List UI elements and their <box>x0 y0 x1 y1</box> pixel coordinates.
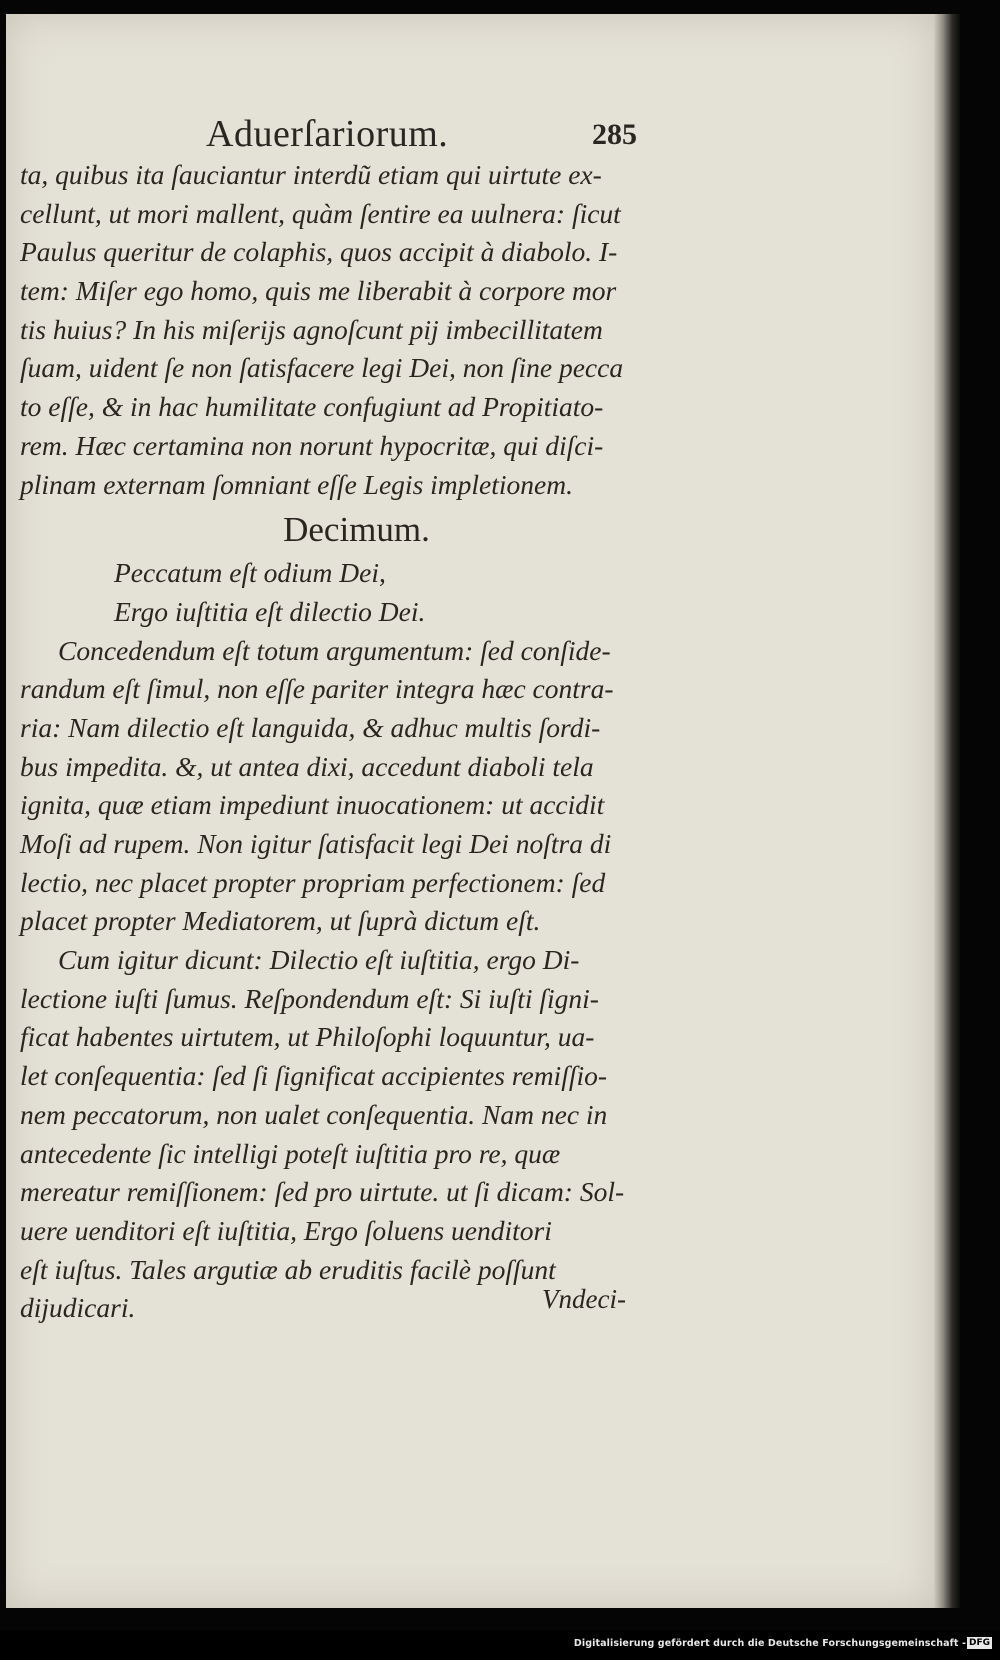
running-title: Aduerſariorum. <box>206 113 449 155</box>
text-line: rem. Hæc certamina non norunt hypocritæ, qui diſci- <box>20 429 604 461</box>
main-text <box>20 156 685 1328</box>
text-line: ta, quibus ita ſauciantur interdũ etiam qui uirtute ex- <box>20 159 602 190</box>
section-heading: Decimum. <box>283 510 430 550</box>
text-line: tem: Miſer ego homo, quis me liberabit à corpore mor <box>20 275 617 307</box>
text-line: ignita, quæ etiam impediunt inuocationem: ut accidit <box>20 789 605 821</box>
text-line: Cum igitur dicunt: Dilectio eſt iuſtitia, ergo Di- <box>58 944 580 976</box>
text-line: cellunt, ut mori mallent, quàm ſentire ea uulnera: ſicut <box>20 197 621 229</box>
text-line: nem peccatorum, non ualet conſequentia. Nam nec in <box>20 1098 608 1130</box>
text-line: tis huius? In his miſerijs agnoſcunt pij imbecillitatem <box>20 313 603 345</box>
text-line: Concedendum eſt totum argumentum: ſed conſide- <box>58 634 611 666</box>
text-line: Paulus queritur de colaphis, quos accipit à diabolo. I- <box>20 236 618 268</box>
page-number: 285 <box>592 118 637 151</box>
footer-credit: Digitalisierung gefördert durch die Deutsche Forschungsgemeinschaft - <box>573 1638 966 1649</box>
footer-bar <box>0 1630 1000 1660</box>
text-line: bus impedita. &, ut antea dixi, accedunt diaboli tela <box>20 750 594 782</box>
text-line: eſt iuſtus. Tales argutiæ ab eruditis facilè poſſunt <box>20 1253 556 1285</box>
text-line: placet propter Mediatorem, ut ſuprà dictum eſt. <box>20 905 541 937</box>
text-line: lectione iuſti ſumus. Reſpondendum eſt: Si iuſti ſigni- <box>20 982 599 1014</box>
text-line: dijudicari. <box>20 1292 136 1324</box>
text-line: uere uenditori eſt iuſtitia, Ergo ſoluens uenditori <box>20 1214 552 1246</box>
page-edge-shadow <box>934 14 960 1608</box>
text-line: lectio, nec placet propter propriam perfectionem: ſed <box>20 866 606 898</box>
text-line: ria: Nam dilectio eſt languida, & adhuc multis ſordi- <box>20 711 601 743</box>
text-line: mereatur remiſſionem: ſed pro uirtute. ut ſi dicam: Sol- <box>20 1176 625 1208</box>
text-line: Moſi ad rupem. Non igitur ſatisfacit legi Dei noſtra di <box>20 828 612 859</box>
dfg-logo: DFG <box>968 1638 990 1648</box>
running-head <box>6 100 934 160</box>
verse-line: Peccatum eſt odium Dei, <box>114 557 386 589</box>
text-line: ficat habentes uirtutem, ut Philoſophi loquuntur, ua- <box>20 1021 595 1053</box>
text-line: antecedente ſic intelligi poteſt iuſtitia pro re, quæ <box>20 1137 561 1169</box>
text-line: to eſſe, & in hac humilitate confugiunt ad Propitiato- <box>20 391 604 423</box>
text-line: let conſequentia: ſed ſi ſignificat accipientes remiſſio- <box>20 1060 608 1092</box>
text-line: ſuam, uident ſe non ſatisfacere legi Dei, non ſine pecca <box>20 352 624 384</box>
book-page <box>6 14 934 1608</box>
text-line: plinam externam ſomniant eſſe Legis impletionem. <box>20 468 573 500</box>
text-line: randum eſt ſimul, non eſſe pariter integra hæc contra- <box>20 673 614 705</box>
catchword: Vndeci- <box>542 1284 626 1314</box>
verse-line: Ergo iuſtitia eſt dilectio Dei. <box>114 595 426 627</box>
